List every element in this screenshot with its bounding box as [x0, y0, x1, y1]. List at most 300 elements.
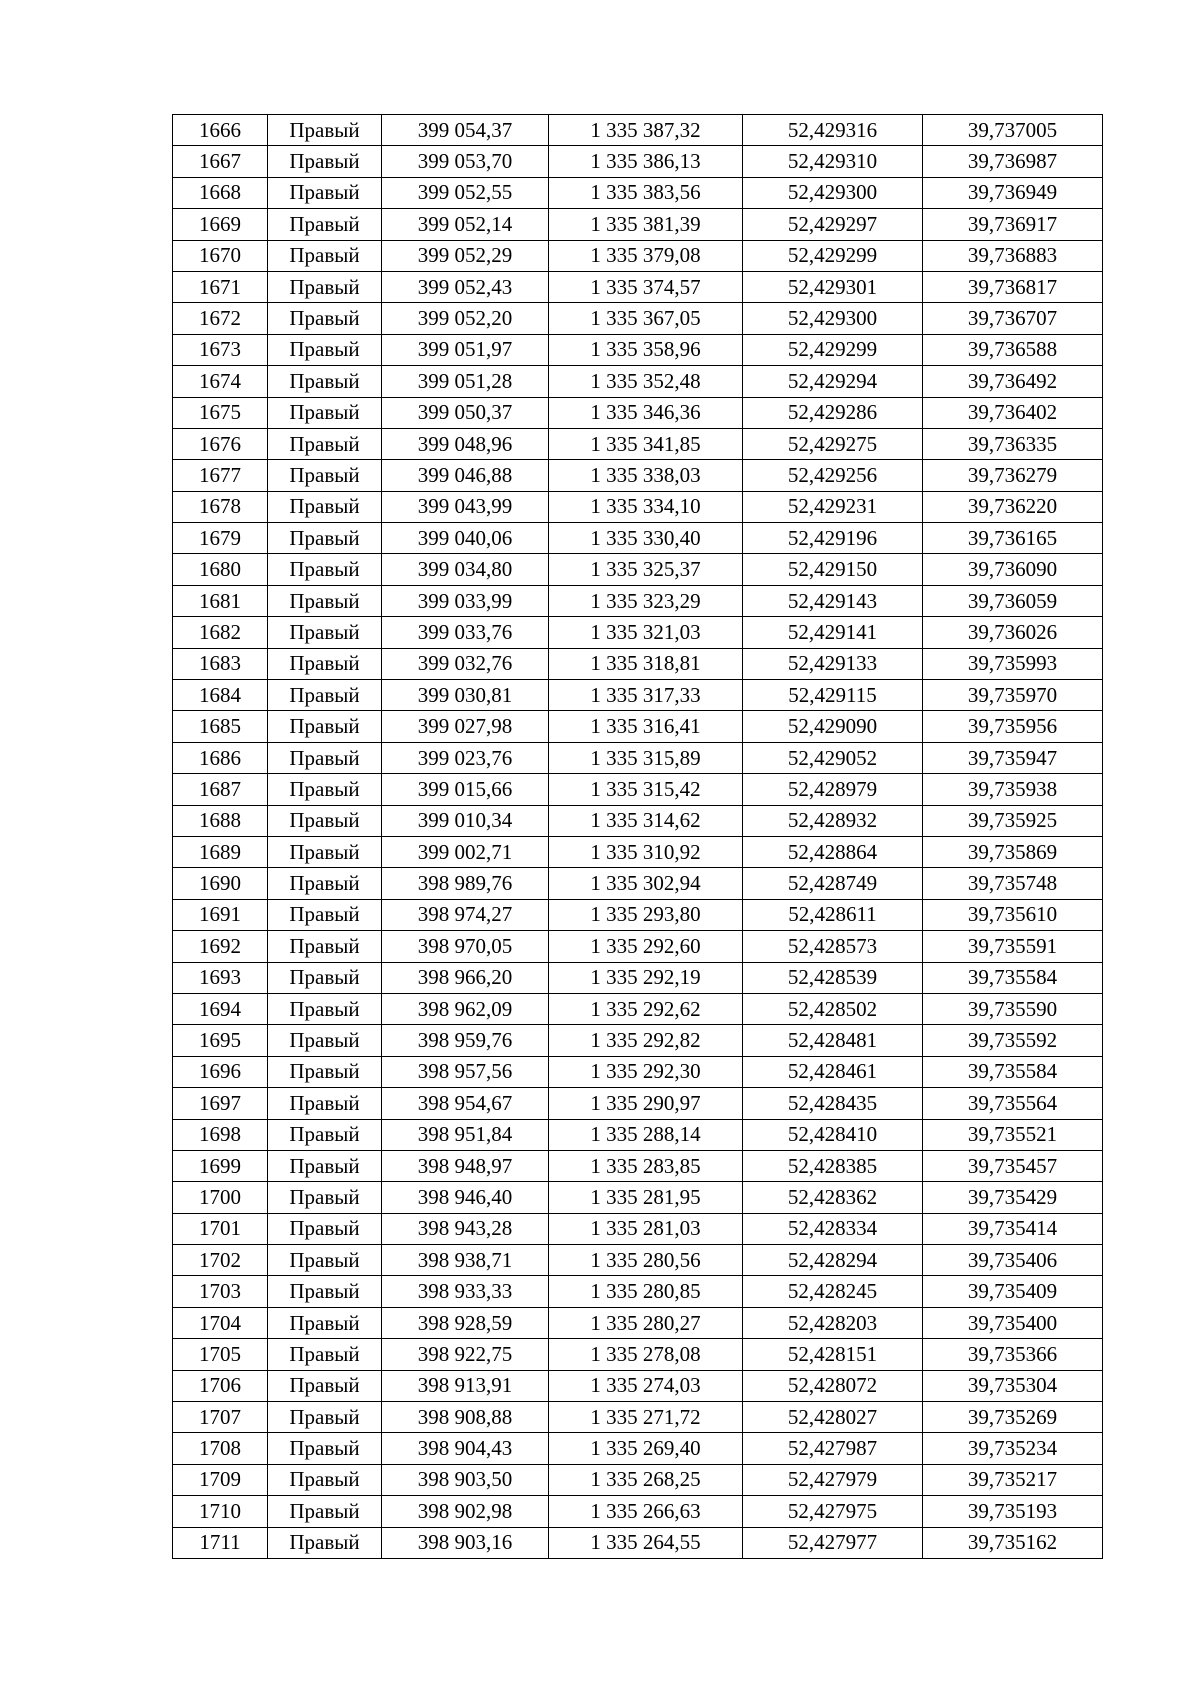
table-row	[173, 993, 1103, 1024]
point-number-cell: 1687	[173, 774, 268, 805]
table-row	[173, 1056, 1103, 1087]
side-cell: Правый	[268, 711, 382, 742]
y-coordinate-cell: 1 335 317,33	[549, 680, 743, 711]
longitude-cell: 39,735993	[923, 648, 1103, 679]
x-coordinate-cell: 399 030,81	[382, 680, 549, 711]
y-coordinate-cell: 1 335 330,40	[549, 523, 743, 554]
table-row	[173, 523, 1103, 554]
y-coordinate-cell: 1 335 292,82	[549, 1025, 743, 1056]
table-row	[173, 617, 1103, 648]
table-row	[173, 209, 1103, 240]
latitude-cell: 52,427979	[743, 1464, 923, 1495]
y-coordinate-cell: 1 335 315,42	[549, 774, 743, 805]
table-row	[173, 931, 1103, 962]
longitude-cell: 39,736492	[923, 366, 1103, 397]
x-coordinate-cell: 398 962,09	[382, 993, 549, 1024]
side-cell: Правый	[268, 1307, 382, 1338]
side-cell: Правый	[268, 1245, 382, 1276]
x-coordinate-cell: 399 050,37	[382, 397, 549, 428]
x-coordinate-cell: 399 052,43	[382, 271, 549, 302]
table-row	[173, 868, 1103, 899]
latitude-cell: 52,429143	[743, 585, 923, 616]
x-coordinate-cell: 399 034,80	[382, 554, 549, 585]
table-row	[173, 1527, 1103, 1558]
y-coordinate-cell: 1 335 269,40	[549, 1433, 743, 1464]
y-coordinate-cell: 1 335 314,62	[549, 805, 743, 836]
point-number-cell: 1693	[173, 962, 268, 993]
y-coordinate-cell: 1 335 292,60	[549, 931, 743, 962]
y-coordinate-cell: 1 335 316,41	[549, 711, 743, 742]
y-coordinate-cell: 1 335 338,03	[549, 460, 743, 491]
table-row	[173, 366, 1103, 397]
table-row	[173, 585, 1103, 616]
y-coordinate-cell: 1 335 302,94	[549, 868, 743, 899]
longitude-cell: 39,735400	[923, 1307, 1103, 1338]
side-cell: Правый	[268, 1182, 382, 1213]
y-coordinate-cell: 1 335 266,63	[549, 1496, 743, 1527]
longitude-cell: 39,736949	[923, 177, 1103, 208]
longitude-cell: 39,736707	[923, 303, 1103, 334]
latitude-cell: 52,428203	[743, 1307, 923, 1338]
latitude-cell: 52,429300	[743, 303, 923, 334]
table-row	[173, 836, 1103, 867]
y-coordinate-cell: 1 335 346,36	[549, 397, 743, 428]
longitude-cell: 39,736090	[923, 554, 1103, 585]
latitude-cell: 52,427977	[743, 1527, 923, 1558]
side-cell: Правый	[268, 962, 382, 993]
side-cell: Правый	[268, 460, 382, 491]
x-coordinate-cell: 398 902,98	[382, 1496, 549, 1527]
side-cell: Правый	[268, 240, 382, 271]
x-coordinate-cell: 398 903,50	[382, 1464, 549, 1495]
point-number-cell: 1681	[173, 585, 268, 616]
longitude-cell: 39,736279	[923, 460, 1103, 491]
longitude-cell: 39,736817	[923, 271, 1103, 302]
longitude-cell: 39,735869	[923, 836, 1103, 867]
x-coordinate-cell: 398 951,84	[382, 1119, 549, 1150]
latitude-cell: 52,428385	[743, 1150, 923, 1181]
point-number-cell: 1706	[173, 1370, 268, 1401]
x-coordinate-cell: 398 933,33	[382, 1276, 549, 1307]
table-row	[173, 146, 1103, 177]
side-cell: Правый	[268, 774, 382, 805]
y-coordinate-cell: 1 335 290,97	[549, 1088, 743, 1119]
y-coordinate-cell: 1 335 292,30	[549, 1056, 743, 1087]
point-number-cell: 1674	[173, 366, 268, 397]
point-number-cell: 1669	[173, 209, 268, 240]
x-coordinate-cell: 399 052,20	[382, 303, 549, 334]
y-coordinate-cell: 1 335 367,05	[549, 303, 743, 334]
table-row	[173, 1088, 1103, 1119]
y-coordinate-cell: 1 335 278,08	[549, 1339, 743, 1370]
table-row	[173, 1402, 1103, 1433]
x-coordinate-cell: 399 040,06	[382, 523, 549, 554]
table-row	[173, 1370, 1103, 1401]
table-row	[173, 1464, 1103, 1495]
latitude-cell: 52,429316	[743, 115, 923, 146]
longitude-cell: 39,736883	[923, 240, 1103, 271]
point-number-cell: 1699	[173, 1150, 268, 1181]
side-cell: Правый	[268, 209, 382, 240]
side-cell: Правый	[268, 397, 382, 428]
longitude-cell: 39,736059	[923, 585, 1103, 616]
latitude-cell: 52,429297	[743, 209, 923, 240]
longitude-cell: 39,735521	[923, 1119, 1103, 1150]
latitude-cell: 52,429231	[743, 491, 923, 522]
y-coordinate-cell: 1 335 321,03	[549, 617, 743, 648]
side-cell: Правый	[268, 303, 382, 334]
latitude-cell: 52,428410	[743, 1119, 923, 1150]
longitude-cell: 39,735592	[923, 1025, 1103, 1056]
point-number-cell: 1679	[173, 523, 268, 554]
point-number-cell: 1670	[173, 240, 268, 271]
side-cell: Правый	[268, 271, 382, 302]
side-cell: Правый	[268, 428, 382, 459]
longitude-cell: 39,735584	[923, 962, 1103, 993]
latitude-cell: 52,429310	[743, 146, 923, 177]
y-coordinate-cell: 1 335 264,55	[549, 1527, 743, 1558]
table-row	[173, 805, 1103, 836]
x-coordinate-cell: 398 989,76	[382, 868, 549, 899]
point-number-cell: 1691	[173, 899, 268, 930]
latitude-cell: 52,428749	[743, 868, 923, 899]
table-row	[173, 1496, 1103, 1527]
point-number-cell: 1689	[173, 836, 268, 867]
latitude-cell: 52,429300	[743, 177, 923, 208]
table-row	[173, 774, 1103, 805]
side-cell: Правый	[268, 1527, 382, 1558]
x-coordinate-cell: 398 966,20	[382, 962, 549, 993]
latitude-cell: 52,428864	[743, 836, 923, 867]
table-row	[173, 397, 1103, 428]
table-row	[173, 1025, 1103, 1056]
x-coordinate-cell: 399 043,99	[382, 491, 549, 522]
point-number-cell: 1676	[173, 428, 268, 459]
latitude-cell: 52,429196	[743, 523, 923, 554]
longitude-cell: 39,735269	[923, 1402, 1103, 1433]
point-number-cell: 1700	[173, 1182, 268, 1213]
latitude-cell: 52,429052	[743, 742, 923, 773]
table-row	[173, 742, 1103, 773]
latitude-cell: 52,429150	[743, 554, 923, 585]
side-cell: Правый	[268, 805, 382, 836]
x-coordinate-cell: 399 032,76	[382, 648, 549, 679]
table-row	[173, 1213, 1103, 1244]
latitude-cell: 52,429133	[743, 648, 923, 679]
longitude-cell: 39,736165	[923, 523, 1103, 554]
point-number-cell: 1709	[173, 1464, 268, 1495]
y-coordinate-cell: 1 335 323,29	[549, 585, 743, 616]
latitude-cell: 52,428334	[743, 1213, 923, 1244]
y-coordinate-cell: 1 335 387,32	[549, 115, 743, 146]
latitude-cell: 52,427987	[743, 1433, 923, 1464]
longitude-cell: 39,735457	[923, 1150, 1103, 1181]
point-number-cell: 1711	[173, 1527, 268, 1558]
x-coordinate-cell: 398 928,59	[382, 1307, 549, 1338]
x-coordinate-cell: 399 052,29	[382, 240, 549, 271]
point-number-cell: 1685	[173, 711, 268, 742]
point-number-cell: 1703	[173, 1276, 268, 1307]
y-coordinate-cell: 1 335 374,57	[549, 271, 743, 302]
x-coordinate-cell: 399 015,66	[382, 774, 549, 805]
side-cell: Правый	[268, 1370, 382, 1401]
table-row	[173, 491, 1103, 522]
point-number-cell: 1678	[173, 491, 268, 522]
side-cell: Правый	[268, 1464, 382, 1495]
longitude-cell: 39,735366	[923, 1339, 1103, 1370]
table-row	[173, 711, 1103, 742]
y-coordinate-cell: 1 335 334,10	[549, 491, 743, 522]
x-coordinate-cell: 398 970,05	[382, 931, 549, 962]
side-cell: Правый	[268, 1213, 382, 1244]
latitude-cell: 52,428027	[743, 1402, 923, 1433]
side-cell: Правый	[268, 1339, 382, 1370]
side-cell: Правый	[268, 491, 382, 522]
point-number-cell: 1683	[173, 648, 268, 679]
point-number-cell: 1690	[173, 868, 268, 899]
side-cell: Правый	[268, 868, 382, 899]
y-coordinate-cell: 1 335 310,92	[549, 836, 743, 867]
point-number-cell: 1707	[173, 1402, 268, 1433]
side-cell: Правый	[268, 177, 382, 208]
x-coordinate-cell: 399 048,96	[382, 428, 549, 459]
longitude-cell: 39,736220	[923, 491, 1103, 522]
point-number-cell: 1696	[173, 1056, 268, 1087]
y-coordinate-cell: 1 335 281,95	[549, 1182, 743, 1213]
longitude-cell: 39,735925	[923, 805, 1103, 836]
y-coordinate-cell: 1 335 283,85	[549, 1150, 743, 1181]
side-cell: Правый	[268, 680, 382, 711]
table-row	[173, 271, 1103, 302]
x-coordinate-cell: 399 046,88	[382, 460, 549, 491]
side-cell: Правый	[268, 523, 382, 554]
side-cell: Правый	[268, 1150, 382, 1181]
y-coordinate-cell: 1 335 268,25	[549, 1464, 743, 1495]
y-coordinate-cell: 1 335 293,80	[549, 899, 743, 930]
side-cell: Правый	[268, 1119, 382, 1150]
table-row	[173, 648, 1103, 679]
side-cell: Правый	[268, 1496, 382, 1527]
point-number-cell: 1686	[173, 742, 268, 773]
x-coordinate-cell: 399 033,99	[382, 585, 549, 616]
y-coordinate-cell: 1 335 274,03	[549, 1370, 743, 1401]
table-row	[173, 1245, 1103, 1276]
y-coordinate-cell: 1 335 280,27	[549, 1307, 743, 1338]
table-row	[173, 1150, 1103, 1181]
x-coordinate-cell: 399 033,76	[382, 617, 549, 648]
latitude-cell: 52,429141	[743, 617, 923, 648]
latitude-cell: 52,428539	[743, 962, 923, 993]
point-number-cell: 1710	[173, 1496, 268, 1527]
latitude-cell: 52,429301	[743, 271, 923, 302]
point-number-cell: 1698	[173, 1119, 268, 1150]
latitude-cell: 52,429286	[743, 397, 923, 428]
longitude-cell: 39,735947	[923, 742, 1103, 773]
latitude-cell: 52,428072	[743, 1370, 923, 1401]
latitude-cell: 52,428151	[743, 1339, 923, 1370]
x-coordinate-cell: 399 051,28	[382, 366, 549, 397]
longitude-cell: 39,735590	[923, 993, 1103, 1024]
x-coordinate-cell: 399 053,70	[382, 146, 549, 177]
longitude-cell: 39,735970	[923, 680, 1103, 711]
x-coordinate-cell: 398 948,97	[382, 1150, 549, 1181]
side-cell: Правый	[268, 931, 382, 962]
y-coordinate-cell: 1 335 280,56	[549, 1245, 743, 1276]
point-number-cell: 1692	[173, 931, 268, 962]
latitude-cell: 52,428245	[743, 1276, 923, 1307]
latitude-cell: 52,428979	[743, 774, 923, 805]
latitude-cell: 52,429115	[743, 680, 923, 711]
y-coordinate-cell: 1 335 383,56	[549, 177, 743, 208]
point-number-cell: 1695	[173, 1025, 268, 1056]
longitude-cell: 39,735429	[923, 1182, 1103, 1213]
longitude-cell: 39,736588	[923, 334, 1103, 365]
side-cell: Правый	[268, 554, 382, 585]
longitude-cell: 39,735591	[923, 931, 1103, 962]
y-coordinate-cell: 1 335 280,85	[549, 1276, 743, 1307]
x-coordinate-cell: 398 913,91	[382, 1370, 549, 1401]
side-cell: Правый	[268, 1402, 382, 1433]
latitude-cell: 52,428611	[743, 899, 923, 930]
longitude-cell: 39,735938	[923, 774, 1103, 805]
table-row	[173, 428, 1103, 459]
table-row	[173, 240, 1103, 271]
point-number-cell: 1705	[173, 1339, 268, 1370]
table-row	[173, 680, 1103, 711]
latitude-cell: 52,428481	[743, 1025, 923, 1056]
point-number-cell: 1671	[173, 271, 268, 302]
coordinates-table-body	[173, 115, 1103, 1559]
y-coordinate-cell: 1 335 358,96	[549, 334, 743, 365]
y-coordinate-cell: 1 335 271,72	[549, 1402, 743, 1433]
side-cell: Правый	[268, 585, 382, 616]
x-coordinate-cell: 399 023,76	[382, 742, 549, 773]
y-coordinate-cell: 1 335 288,14	[549, 1119, 743, 1150]
longitude-cell: 39,736335	[923, 428, 1103, 459]
x-coordinate-cell: 398 908,88	[382, 1402, 549, 1433]
longitude-cell: 39,736987	[923, 146, 1103, 177]
side-cell: Правый	[268, 366, 382, 397]
x-coordinate-cell: 398 957,56	[382, 1056, 549, 1087]
table-row	[173, 460, 1103, 491]
y-coordinate-cell: 1 335 381,39	[549, 209, 743, 240]
point-number-cell: 1684	[173, 680, 268, 711]
x-coordinate-cell: 398 946,40	[382, 1182, 549, 1213]
point-number-cell: 1688	[173, 805, 268, 836]
latitude-cell: 52,428294	[743, 1245, 923, 1276]
latitude-cell: 52,429299	[743, 240, 923, 271]
longitude-cell: 39,735234	[923, 1433, 1103, 1464]
table-row	[173, 334, 1103, 365]
longitude-cell: 39,735956	[923, 711, 1103, 742]
latitude-cell: 52,429275	[743, 428, 923, 459]
latitude-cell: 52,428573	[743, 931, 923, 962]
side-cell: Правый	[268, 617, 382, 648]
latitude-cell: 52,429256	[743, 460, 923, 491]
longitude-cell: 39,735162	[923, 1527, 1103, 1558]
x-coordinate-cell: 399 052,55	[382, 177, 549, 208]
point-number-cell: 1702	[173, 1245, 268, 1276]
side-cell: Правый	[268, 146, 382, 177]
point-number-cell: 1708	[173, 1433, 268, 1464]
longitude-cell: 39,736402	[923, 397, 1103, 428]
latitude-cell: 52,428502	[743, 993, 923, 1024]
latitude-cell: 52,428932	[743, 805, 923, 836]
table-row	[173, 1307, 1103, 1338]
x-coordinate-cell: 399 051,97	[382, 334, 549, 365]
side-cell: Правый	[268, 1433, 382, 1464]
longitude-cell: 39,736917	[923, 209, 1103, 240]
table-row	[173, 962, 1103, 993]
side-cell: Правый	[268, 899, 382, 930]
side-cell: Правый	[268, 1276, 382, 1307]
x-coordinate-cell: 398 974,27	[382, 899, 549, 930]
side-cell: Правый	[268, 648, 382, 679]
point-number-cell: 1697	[173, 1088, 268, 1119]
latitude-cell: 52,428435	[743, 1088, 923, 1119]
table-row	[173, 177, 1103, 208]
x-coordinate-cell: 399 052,14	[382, 209, 549, 240]
longitude-cell: 39,736026	[923, 617, 1103, 648]
y-coordinate-cell: 1 335 318,81	[549, 648, 743, 679]
longitude-cell: 39,735610	[923, 899, 1103, 930]
point-number-cell: 1682	[173, 617, 268, 648]
y-coordinate-cell: 1 335 325,37	[549, 554, 743, 585]
side-cell: Правый	[268, 115, 382, 146]
longitude-cell: 39,735748	[923, 868, 1103, 899]
y-coordinate-cell: 1 335 386,13	[549, 146, 743, 177]
point-number-cell: 1701	[173, 1213, 268, 1244]
table-row	[173, 303, 1103, 334]
table-row	[173, 1182, 1103, 1213]
x-coordinate-cell: 398 922,75	[382, 1339, 549, 1370]
table-row	[173, 1339, 1103, 1370]
longitude-cell: 39,735406	[923, 1245, 1103, 1276]
table-row	[173, 115, 1103, 146]
x-coordinate-cell: 398 903,16	[382, 1527, 549, 1558]
x-coordinate-cell: 398 954,67	[382, 1088, 549, 1119]
point-number-cell: 1694	[173, 993, 268, 1024]
latitude-cell: 52,428461	[743, 1056, 923, 1087]
x-coordinate-cell: 398 904,43	[382, 1433, 549, 1464]
latitude-cell: 52,429294	[743, 366, 923, 397]
x-coordinate-cell: 399 054,37	[382, 115, 549, 146]
longitude-cell: 39,735304	[923, 1370, 1103, 1401]
table-row	[173, 1276, 1103, 1307]
y-coordinate-cell: 1 335 292,19	[549, 962, 743, 993]
longitude-cell: 39,735414	[923, 1213, 1103, 1244]
table-row	[173, 1433, 1103, 1464]
x-coordinate-cell: 398 959,76	[382, 1025, 549, 1056]
longitude-cell: 39,735584	[923, 1056, 1103, 1087]
latitude-cell: 52,428362	[743, 1182, 923, 1213]
latitude-cell: 52,429090	[743, 711, 923, 742]
x-coordinate-cell: 398 943,28	[382, 1213, 549, 1244]
longitude-cell: 39,735193	[923, 1496, 1103, 1527]
y-coordinate-cell: 1 335 281,03	[549, 1213, 743, 1244]
latitude-cell: 52,427975	[743, 1496, 923, 1527]
point-number-cell: 1666	[173, 115, 268, 146]
y-coordinate-cell: 1 335 292,62	[549, 993, 743, 1024]
x-coordinate-cell: 399 010,34	[382, 805, 549, 836]
y-coordinate-cell: 1 335 379,08	[549, 240, 743, 271]
table-row	[173, 554, 1103, 585]
side-cell: Правый	[268, 742, 382, 773]
point-number-cell: 1704	[173, 1307, 268, 1338]
coordinates-table	[172, 114, 1103, 1559]
longitude-cell: 39,735217	[923, 1464, 1103, 1495]
side-cell: Правый	[268, 836, 382, 867]
